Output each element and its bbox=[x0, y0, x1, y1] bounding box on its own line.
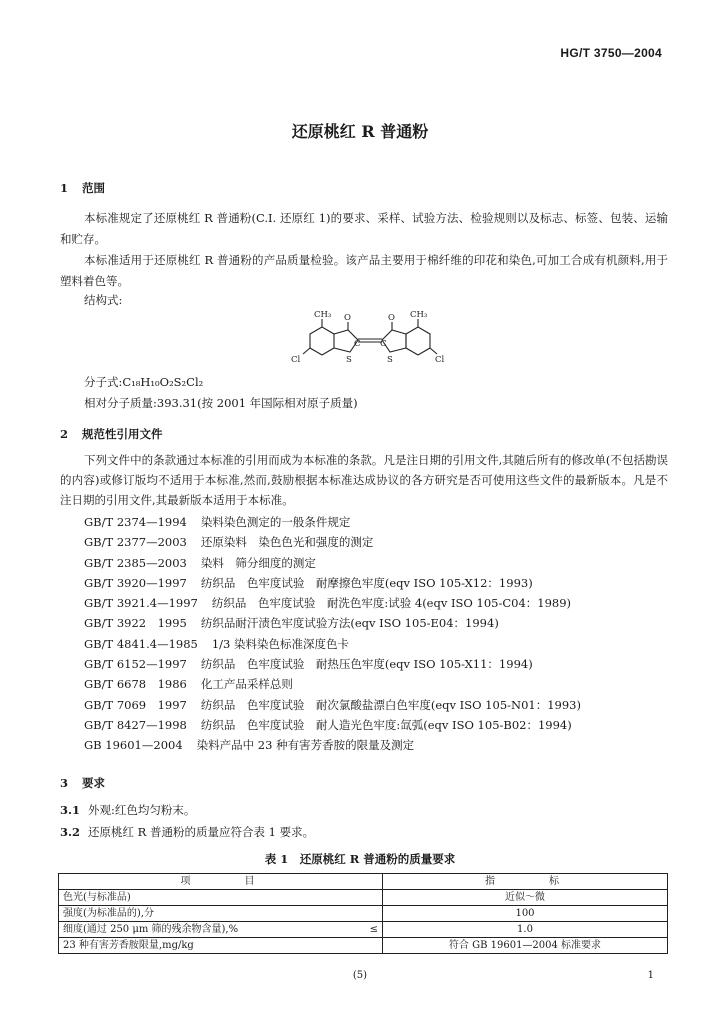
reference-item bbox=[84, 654, 581, 674]
section-number: 1 bbox=[60, 181, 69, 195]
row-value: 100 bbox=[383, 906, 668, 922]
reference-code: GB/T 3921.4—1997 bbox=[84, 596, 198, 611]
right-oxygen-label: O bbox=[388, 313, 395, 323]
normative-references-list bbox=[84, 512, 581, 756]
section-3-heading bbox=[60, 775, 105, 791]
page-number: 1 bbox=[647, 970, 654, 981]
reference-item bbox=[84, 593, 581, 613]
left-sulfur-label: S bbox=[346, 355, 352, 365]
reference-item bbox=[84, 553, 581, 573]
reference-code: GB/T 3920—1997 bbox=[84, 575, 187, 590]
left-oxygen-label: O bbox=[344, 313, 351, 323]
table-row bbox=[59, 922, 668, 938]
left-carbon-label: C bbox=[354, 339, 361, 349]
right-benzene-ring bbox=[406, 327, 430, 355]
left-benzene-ring bbox=[310, 327, 334, 355]
section-2-heading bbox=[60, 426, 163, 442]
table-row bbox=[59, 906, 668, 922]
structural-formula bbox=[290, 306, 450, 370]
reference-title: 还原染料 染色色光和强度的测定 bbox=[200, 535, 374, 550]
reference-title: 纺织品 色牢度试验 耐次氯酸盐漂白色牢度(eqv ISO 105-N01：1993) bbox=[200, 697, 581, 712]
clause-number: 3.2 bbox=[60, 825, 81, 839]
right-chloro-bond bbox=[430, 348, 437, 354]
table-row bbox=[59, 890, 668, 906]
reference-code: GB/T 2374—1994 bbox=[84, 515, 187, 529]
reference-item bbox=[84, 532, 581, 552]
row-item: 色光(与标准品) bbox=[59, 890, 383, 906]
reference-title: 纺织品耐汗渍色牢度试验方法(eqv ISO 105-E04：1994) bbox=[200, 616, 499, 631]
clause-text: 还原桃红 R 普通粉的质量应符合表 1 要求。 bbox=[88, 825, 315, 839]
reference-title: 纺织品 色牢度试验 耐摩擦色牢度(eqv ISO 105-X12：1993) bbox=[200, 575, 533, 590]
structure-label: 结构式: bbox=[84, 293, 123, 307]
reference-title: 化工产品采样总则 bbox=[200, 677, 293, 692]
table-row bbox=[59, 938, 668, 954]
section-1-heading bbox=[60, 180, 105, 196]
reference-item bbox=[84, 715, 581, 735]
section-2-intro: 下列文件中的条款通过本标准的引用而成为本标准的条款。凡是注日期的引用文件,其随后所有的修改单(不包括勘误的内容)或修订版均不适用于本标准,然而,鼓励根据本标准达成协议的各方研究是否可使用这些文件的最新版本。凡是不注日期的引用文件,其最新版本适用于本标准。 bbox=[60, 453, 668, 507]
clause-3-2 bbox=[60, 824, 314, 840]
section-1-paragraph-2: 本标准适用于还原桃红 R 普通粉的产品质量检验。该产品主要用于棉纤维的印花和染色,可加工合成有机颜料,用于塑料着色等。 bbox=[60, 253, 668, 288]
left-methyl-label: CH₃ bbox=[314, 310, 332, 320]
section-1-paragraph-1: 本标准规定了还原桃红 R 普通粉(C.I. 还原红 1)的要求、采样、试验方法、检验规则以及标志、标签、包装、运输和贮存。 bbox=[60, 211, 668, 246]
reference-code: GB/T 2385—2003 bbox=[84, 555, 187, 570]
reference-code: GB/T 6152—1997 bbox=[84, 657, 187, 672]
reference-title: 1/3 染料染色标准深度色卡 bbox=[211, 636, 350, 651]
reference-item bbox=[84, 695, 581, 715]
row-value: 1.0 bbox=[383, 922, 668, 938]
section-title: 要求 bbox=[82, 776, 105, 790]
reference-item bbox=[84, 613, 581, 633]
reference-title: 纺织品 色牢度试验 耐热压色牢度(eqv ISO 105-X11：1994) bbox=[200, 657, 533, 672]
quality-requirements-table bbox=[58, 873, 668, 954]
reference-title: 染料产品中 23 种有害芳香胺的限量及测定 bbox=[196, 738, 415, 753]
right-carbon-label: C bbox=[380, 339, 387, 349]
molecular-formula: 分子式:C₁₈H₁₀O₂S₂Cl₂ bbox=[84, 375, 204, 389]
reference-title: 染料染色测定的一般条件规定 bbox=[200, 515, 351, 529]
reference-title: 纺织品 色牢度试验 耐人造光色牢度:氙弧(eqv ISO 105-B02：1994) bbox=[200, 717, 572, 732]
page-mark: (5) bbox=[352, 970, 368, 981]
reference-title: 染料 筛分细度的测定 bbox=[200, 555, 316, 570]
reference-code: GB/T 4841.4—1985 bbox=[84, 636, 198, 651]
row-item-text: 细度(通过 250 μm 筛的残余物含量),% bbox=[63, 924, 239, 935]
left-chlorine-label: Cl bbox=[291, 355, 301, 365]
right-sulfur-label: S bbox=[387, 355, 393, 365]
reference-item bbox=[84, 735, 581, 755]
table-caption: 表 1 还原桃红 R 普通粉的质量要求 bbox=[264, 852, 456, 866]
reference-code: GB/T 7069 1997 bbox=[84, 697, 187, 712]
section-number: 3 bbox=[60, 776, 69, 790]
row-value: 近似～微 bbox=[383, 890, 668, 906]
right-chlorine-label: Cl bbox=[435, 355, 445, 365]
reference-item bbox=[84, 634, 581, 654]
column-header-item: 项 目 bbox=[59, 874, 383, 890]
row-item: 强度(为标准品的),分 bbox=[59, 906, 383, 922]
reference-code: GB/T 8427—1998 bbox=[84, 717, 187, 732]
reference-item bbox=[84, 512, 581, 532]
clause-number: 3.1 bbox=[60, 803, 81, 817]
clause-3-1 bbox=[60, 802, 195, 818]
column-header-value: 指 标 bbox=[383, 874, 668, 890]
row-item bbox=[59, 922, 383, 938]
reference-item bbox=[84, 674, 581, 694]
molecular-mass: 相对分子质量:393.31(按 2001 年国际相对原子质量) bbox=[84, 396, 358, 410]
section-title: 规范性引用文件 bbox=[82, 427, 163, 441]
document-title: 还原桃红 R 普通粉 bbox=[291, 122, 429, 141]
reference-code: GB/T 6678 1986 bbox=[84, 677, 187, 692]
table-header-row bbox=[59, 874, 668, 890]
reference-code: GB 19601—2004 bbox=[84, 738, 183, 753]
reference-code: GB/T 3922 1995 bbox=[84, 616, 187, 631]
reference-title: 纺织品 色牢度试验 耐洗色牢度:试验 4(eqv ISO 105-C04：1989) bbox=[211, 596, 572, 611]
standard-code: HG/T 3750—2004 bbox=[560, 46, 662, 60]
right-methyl-label: CH₃ bbox=[410, 310, 428, 320]
section-title: 范围 bbox=[82, 181, 105, 195]
clause-text: 外观:红色均匀粉末。 bbox=[88, 803, 196, 817]
row-item: 23 种有害芳香胺限量,mg/kg bbox=[59, 938, 383, 954]
row-value: 符合 GB 19601—2004 标准要求 bbox=[383, 938, 668, 954]
row-item-symbol: ≤ bbox=[369, 924, 378, 935]
reference-code: GB/T 2377—2003 bbox=[84, 535, 187, 550]
left-chloro-bond bbox=[303, 348, 310, 354]
reference-item bbox=[84, 573, 581, 593]
section-number: 2 bbox=[60, 427, 69, 441]
